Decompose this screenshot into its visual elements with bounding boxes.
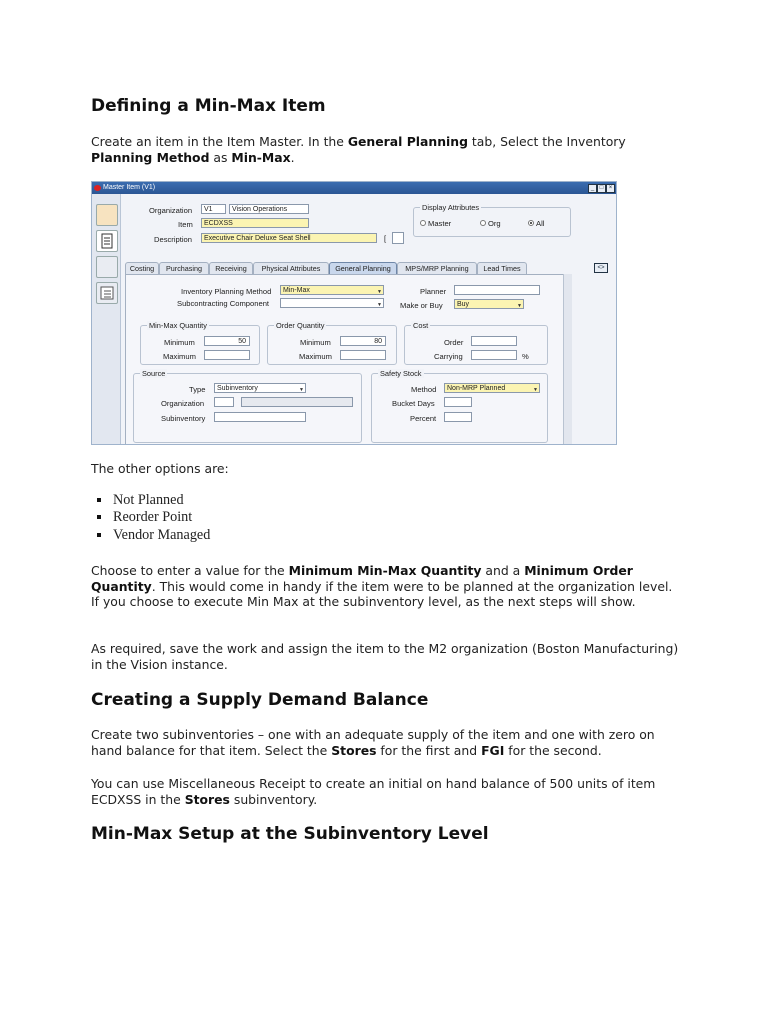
safety-percent-field[interactable] [444, 412, 472, 422]
source-type-label: Type [189, 385, 206, 394]
inventory-planning-method-label: Inventory Planning Method [181, 287, 272, 296]
heading-defining-min-max-item: Defining a Min-Max Item [91, 96, 326, 116]
tab-lead-times[interactable]: Lead Times [477, 262, 527, 275]
inventory-planning-method-value: Min-Max [283, 287, 310, 294]
radio-org-label: Org [488, 219, 501, 228]
safety-method-label: Method [411, 385, 437, 394]
choose-text-2: and a [481, 563, 525, 578]
safety-method-value: Non-MRP Planned [447, 385, 506, 392]
bucket-days-label: Bucket Days [392, 399, 435, 408]
minimize-icon[interactable]: _ [588, 184, 597, 193]
heading-supply-demand-balance: Creating a Supply Demand Balance [91, 690, 429, 710]
subinv-bold-stores: Stores [331, 742, 377, 758]
order-minimum-field[interactable]: 80 [340, 336, 386, 346]
percent-sign: % [522, 352, 529, 361]
item-label: Item [178, 220, 193, 229]
intro-text-2: tab, Select the Inventory [467, 134, 626, 149]
cost-order-label: Order [444, 338, 464, 347]
order-quantity-title: Order Quantity [276, 321, 325, 330]
chevron-down-icon: ▼ [377, 289, 382, 295]
misc-text-2: subinventory. [229, 791, 318, 807]
subinv-bold-fgi: FGI [481, 742, 505, 758]
planner-field[interactable] [454, 285, 540, 295]
min-max-quantity-title: Min-Max Quantity [149, 321, 207, 330]
order-minimum-label: Minimum [300, 338, 331, 347]
safety-percent-label: Percent [410, 414, 437, 423]
document-icon[interactable] [96, 230, 118, 252]
inventory-planning-method-select[interactable] [280, 285, 384, 295]
flexfield-box[interactable] [392, 232, 404, 244]
subcontracting-component-label: Subcontracting Component [177, 299, 270, 308]
bucket-days-field[interactable] [444, 397, 472, 407]
source-type-value: Subinventory [217, 385, 258, 392]
minmax-minimum-label: Minimum [164, 338, 195, 347]
maximize-icon[interactable]: □ [597, 184, 606, 193]
planner-label: Planner [420, 287, 447, 296]
safety-stock-title: Safety Stock [380, 369, 422, 378]
intro-text-3: as [209, 149, 232, 165]
subinventories-paragraph [91, 727, 681, 758]
make-or-buy-value: Buy [457, 301, 470, 308]
organization-code-field[interactable]: V1 [201, 204, 226, 214]
general-planning-panel [125, 274, 565, 445]
item-field[interactable]: ECDXSS [201, 218, 309, 228]
item-catalog-icon[interactable] [96, 204, 118, 226]
other-options-intro: The other options are: [91, 461, 229, 476]
tab-purchasing[interactable]: Purchasing [159, 262, 209, 275]
intro-text-4: . [290, 149, 295, 165]
description-label: Description [154, 235, 192, 244]
cost-title: Cost [413, 321, 429, 330]
make-or-buy-label: Make or Buy [400, 301, 443, 310]
subinv-text-1: Create two subinventories – one with an adequate supply of the item and one with zero on hand balance for that item. Select the [91, 727, 655, 758]
tab-general-planning[interactable]: General Planning [329, 262, 397, 275]
chevron-down-icon: ▼ [377, 302, 382, 308]
display-attributes-title: Display Attributes [422, 203, 480, 212]
oracle-logo-icon [94, 185, 101, 191]
subinv-text-2: for the first and [376, 742, 482, 758]
intro-bold-min-max: Min-Max [231, 149, 291, 165]
choose-paragraph [91, 563, 681, 610]
intro-bold-planning-method: Planning Method [91, 149, 210, 165]
tab-scroll-button[interactable]: <> [594, 263, 608, 273]
master-item-form-screenshot [91, 181, 617, 445]
chevron-down-icon: ▼ [299, 387, 304, 393]
make-or-buy-select[interactable] [454, 299, 524, 309]
descriptive-flexfield-bracket[interactable]: [ [384, 234, 387, 243]
subinv-text-3: for the second. [504, 742, 602, 758]
tab-physical-attributes[interactable]: Physical Attributes [253, 262, 329, 275]
intro-bold-general-planning: General Planning [347, 134, 468, 149]
window-title: Master Item (V1) [103, 184, 156, 191]
choose-bold-minimum-order-quantity: Minimum Order Quantity [91, 563, 633, 594]
radio-org[interactable] [480, 220, 486, 226]
order-maximum-field[interactable] [340, 350, 386, 360]
source-organization-field[interactable] [214, 397, 234, 407]
chevron-down-icon: ▼ [517, 303, 522, 309]
organization-name-field[interactable]: Vision Operations [229, 204, 309, 214]
tab-costing[interactable]: Costing [125, 262, 159, 275]
radio-all[interactable] [528, 220, 534, 226]
tab-mps-mrp-planning[interactable]: MPS/MRP Planning [397, 262, 477, 275]
minmax-maximum-label: Maximum [163, 352, 196, 361]
minmax-minimum-field[interactable]: 50 [204, 336, 250, 346]
misc-text-1: You can use Miscellaneous Receipt to create an initial on hand balance of 500 units of item ECDXSS in the [91, 776, 656, 807]
list-item: Not Planned [91, 492, 210, 509]
minmax-maximum-field[interactable] [204, 350, 250, 360]
cost-carrying-field[interactable] [471, 350, 517, 360]
safety-method-select[interactable] [444, 383, 540, 393]
misc-bold-stores: Stores [184, 791, 230, 807]
source-title: Source [142, 369, 166, 378]
source-subinventory-field[interactable] [214, 412, 306, 422]
intro-text-1: Create an item in the Item Master. In the [91, 134, 348, 149]
hierarchy-icon[interactable] [96, 256, 118, 278]
cost-order-field[interactable] [471, 336, 517, 346]
source-subinventory-label: Subinventory [161, 414, 206, 423]
order-maximum-label: Maximum [299, 352, 332, 361]
cost-carrying-label: Carrying [434, 352, 463, 361]
left-toolbar [92, 194, 121, 444]
misc-receipt-paragraph [91, 776, 681, 807]
description-field[interactable]: Executive Chair Deluxe Seat Shell [201, 233, 377, 243]
window-titlebar [92, 182, 616, 194]
source-organization-label: Organization [161, 399, 205, 408]
organization-label: Organization [149, 206, 193, 215]
source-type-select[interactable] [214, 383, 306, 393]
choose-text-3: . This would come in handy if the item were to be planned at the organization level. If you choose to execute Min Max at the subinventory level, as the next steps will show. [91, 578, 673, 609]
tab-receiving[interactable]: Receiving [209, 262, 253, 275]
choose-bold-minimum-min-max-quantity: Minimum Min-Max Quantity [288, 563, 482, 578]
heading-min-max-subinventory-level: Min-Max Setup at the Subinventory Level [91, 824, 489, 844]
list-item: Vendor Managed [91, 527, 210, 544]
radio-master-label: Master [428, 219, 452, 228]
chevron-down-icon: ▼ [533, 387, 538, 393]
radio-master[interactable] [420, 220, 426, 226]
radio-all-label: All [536, 219, 545, 228]
choose-text-1: Choose to enter a value for the [91, 563, 289, 578]
intro-paragraph [91, 134, 681, 165]
save-paragraph: As required, save the work and assign the item to the M2 organization (Boston Manufacturing) in the Vision instance. [91, 641, 679, 672]
list-item: Reorder Point [91, 509, 210, 526]
vertical-scrollbar[interactable] [563, 274, 572, 444]
display-attributes-group [413, 203, 571, 237]
list-icon[interactable] [96, 282, 118, 304]
close-icon[interactable]: × [606, 184, 615, 193]
subcontracting-component-select[interactable] [280, 298, 384, 308]
other-options-list [91, 492, 210, 544]
source-organization-name-field [241, 397, 353, 407]
